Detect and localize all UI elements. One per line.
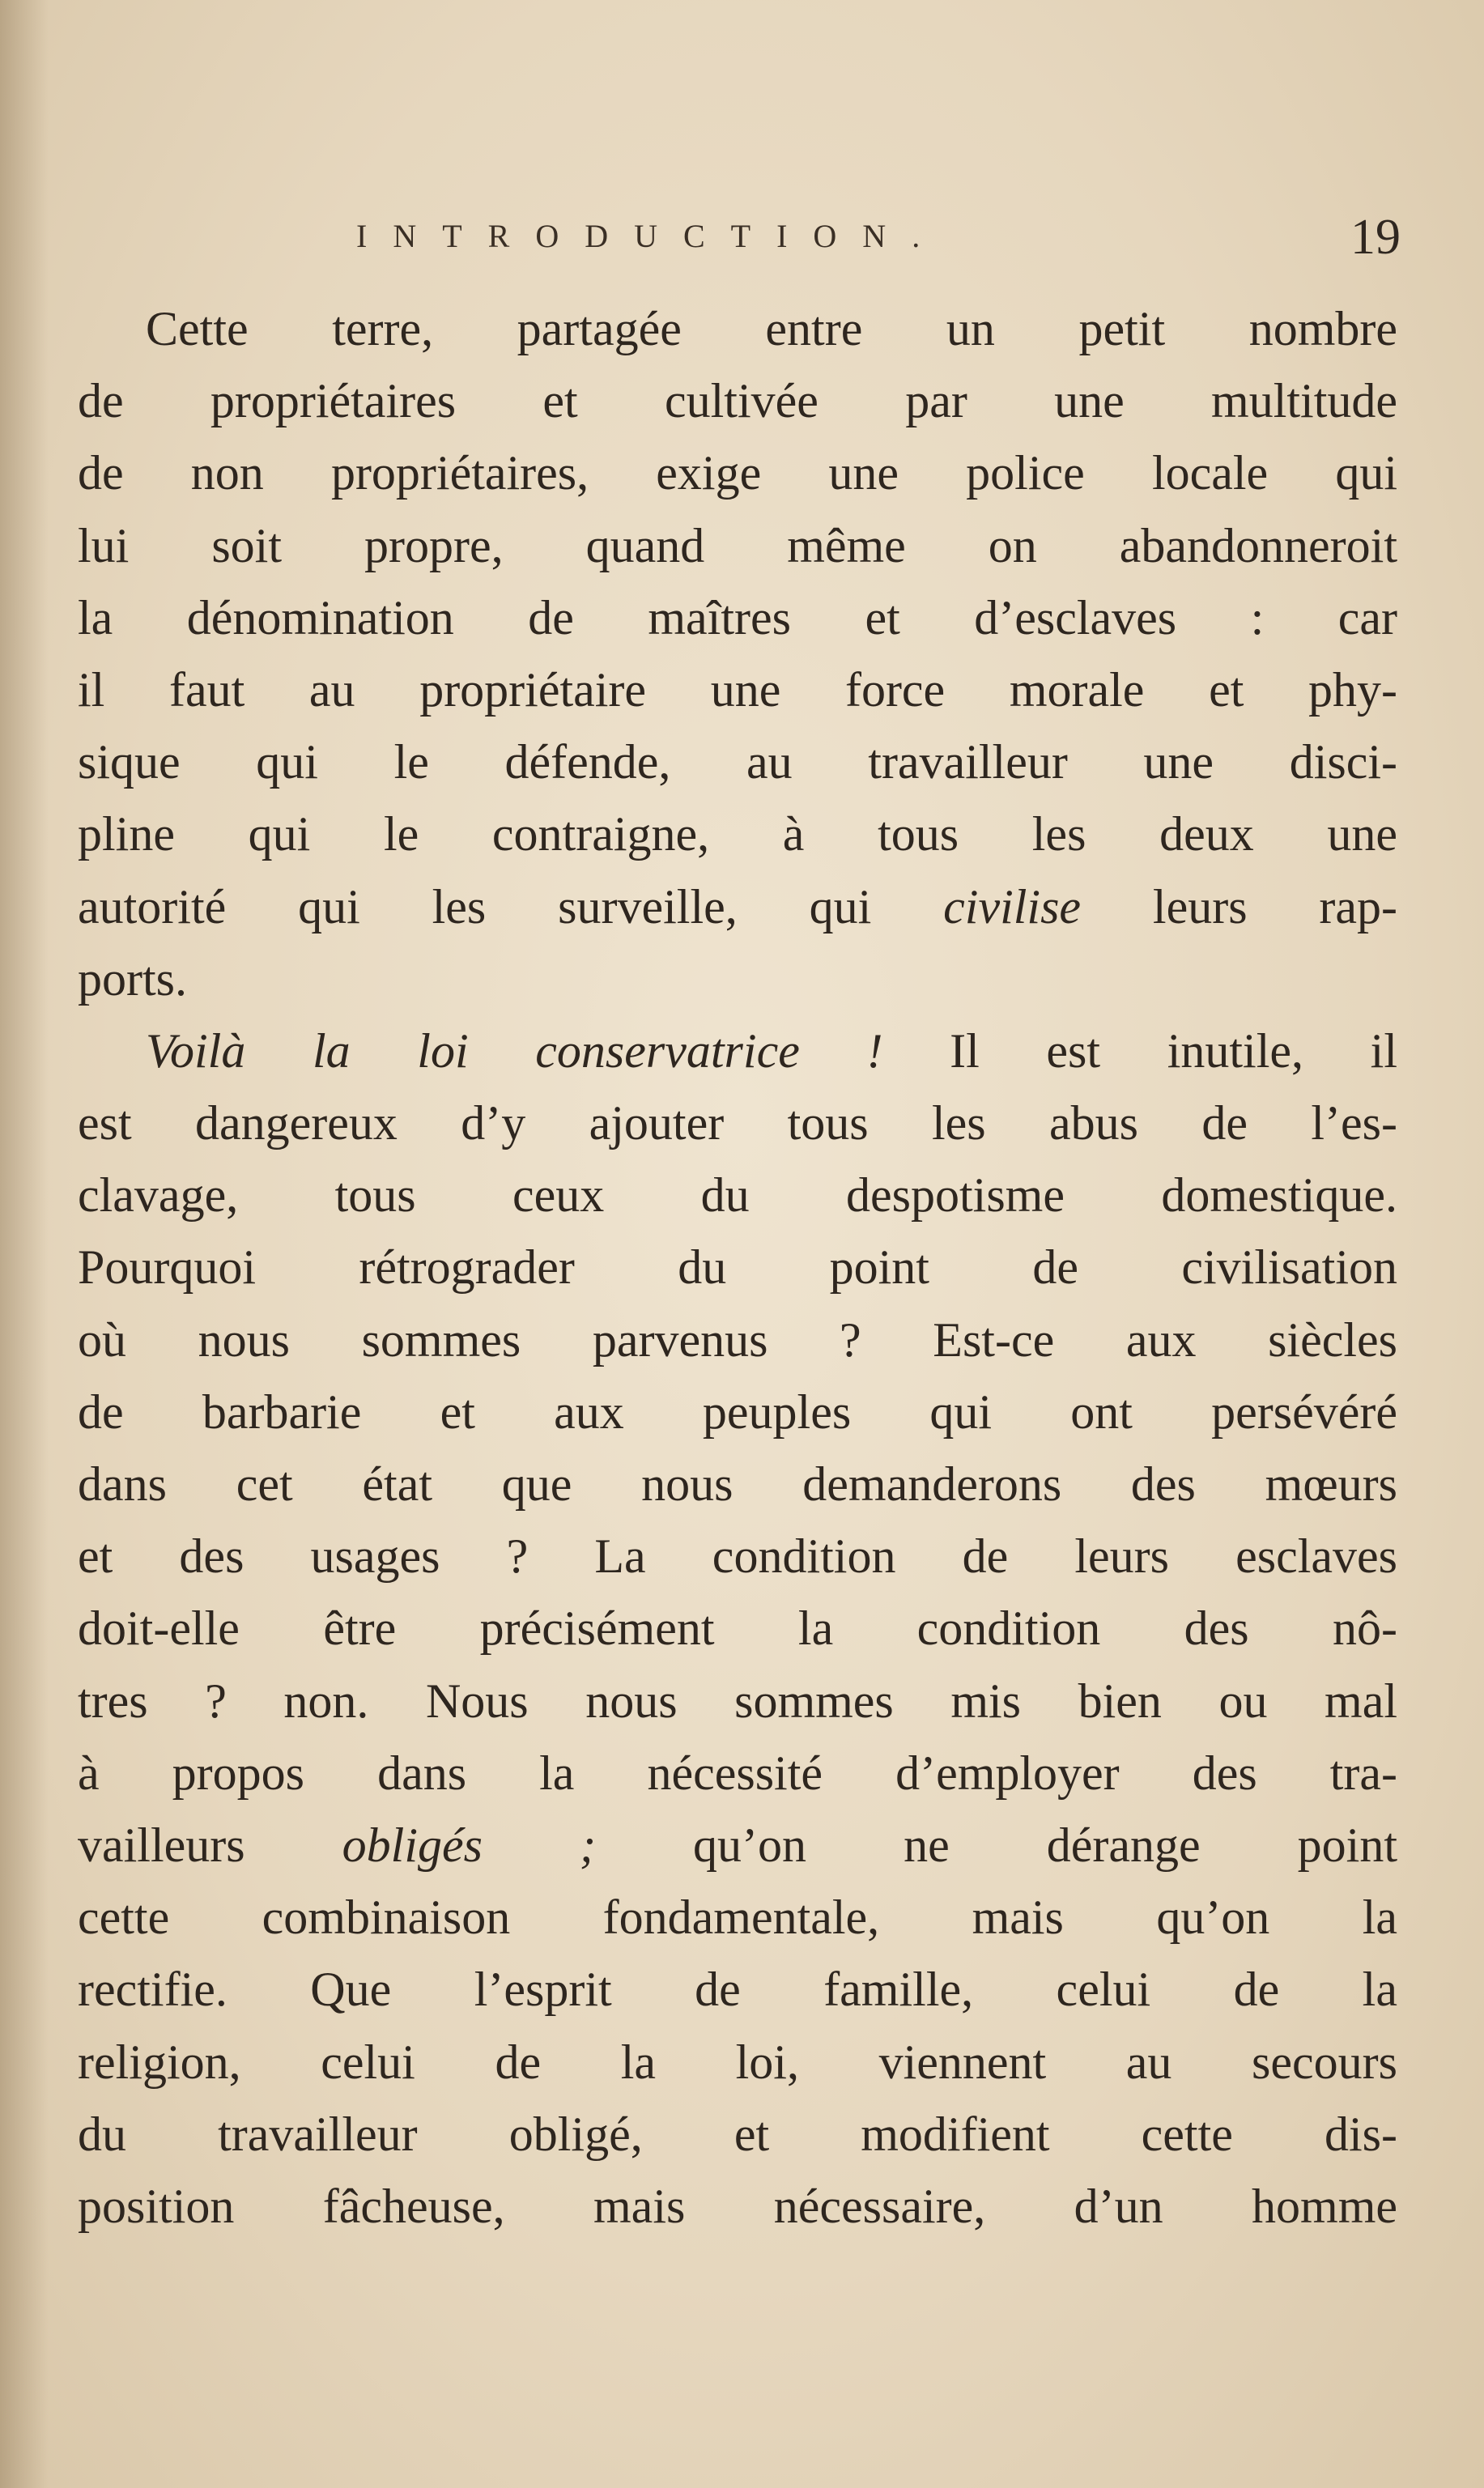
- text-line: religion, celui de la loi, viennent au secours: [78, 2035, 1397, 2089]
- text-line: lui soit propre, quand même on abandonneroit: [78, 518, 1397, 572]
- running-title: INTRODUCTION.: [356, 218, 946, 254]
- page-header: [356, 210, 1401, 274]
- text-run: Il est inutile, il: [882, 1023, 1398, 1078]
- text-line: dans cet état que nous demanderons des mœurs: [78, 1457, 1397, 1511]
- text-line: [78, 1015, 1397, 1087]
- italic-text: obligés ;: [342, 1818, 596, 1872]
- text-run: vailleurs: [78, 1818, 342, 1872]
- text-line: pline qui le contraigne, à tous les deux une: [78, 807, 1397, 861]
- italic-text: Voilà la loi conservatrice !: [146, 1023, 883, 1078]
- text-line: de non propriétaires, exige une police locale qui: [78, 446, 1397, 500]
- text-line: où nous sommes parvenus ? Est-ce aux siècles: [78, 1312, 1397, 1367]
- text-run: autorité qui les surveille, qui: [78, 879, 944, 934]
- text-line: du travailleur obligé, et modifient cette dis-: [78, 2107, 1397, 2161]
- text-line: Cette terre, partagée entre un petit nombre: [146, 302, 1397, 355]
- text-line: à propos dans la nécessité d’employer des tra-: [78, 1746, 1397, 1800]
- text-run: qu’on ne dérange point: [596, 1818, 1397, 1872]
- text-line: [78, 871, 1397, 943]
- text-line: est dangereux d’y ajouter tous les abus de l’es-: [78, 1096, 1397, 1150]
- text-run: leurs rap-: [1081, 879, 1397, 934]
- text-line: cette combinaison fondamentale, mais qu’on la: [78, 1890, 1397, 1945]
- text-line: Pourquoi rétrograder du point de civilisation: [78, 1240, 1397, 1295]
- text-line: ports.: [78, 951, 187, 1006]
- text-line: tres ? non. Nous nous sommes mis bien ou mal: [78, 1674, 1397, 1728]
- text-line: [78, 1810, 1397, 1882]
- text-line: et des usages ? La condition de leurs esclaves: [78, 1529, 1397, 1584]
- text-line: doit-elle être précisément la condition des nô-: [78, 1601, 1397, 1656]
- page-number: 19: [1350, 210, 1401, 265]
- text-line: de propriétaires et cultivée par une multitude: [78, 374, 1397, 428]
- text-line: la dénomination de maîtres et d’esclaves : car: [78, 590, 1397, 644]
- gutter-shadow: [0, 0, 49, 2488]
- text-line: clavage, tous ceux du despotisme domestique.: [78, 1168, 1397, 1223]
- text-line: position fâcheuse, mais nécessaire, d’un homme: [78, 2179, 1397, 2233]
- text-line: sique qui le défende, au travailleur une disci-: [78, 735, 1397, 789]
- text-line: de barbarie et aux peuples qui ont persévéré: [78, 1384, 1397, 1439]
- italic-text: civilise: [943, 879, 1082, 934]
- text-line: rectifie. Que l’esprit de famille, celui de la: [78, 1963, 1397, 2017]
- text-line: il faut au propriétaire une force morale et phy-: [78, 662, 1397, 717]
- body-text: [78, 293, 1397, 2243]
